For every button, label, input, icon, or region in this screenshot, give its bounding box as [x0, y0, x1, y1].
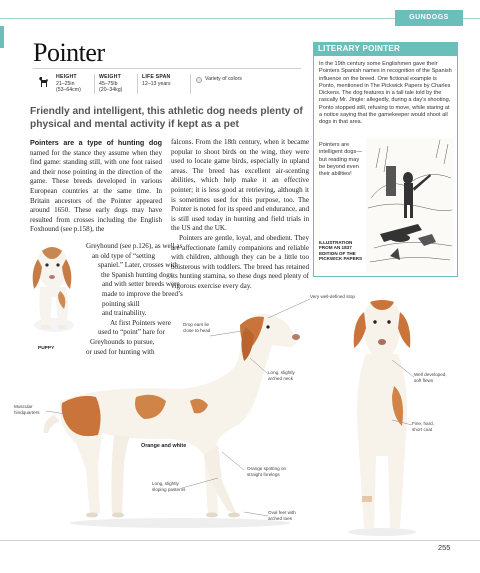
text-line: pointing skill [102, 299, 140, 308]
lead-bold: Pointers are a type of hunting dog [30, 138, 162, 147]
callout-head: Very well-defined stop [310, 294, 355, 299]
lifespan-stat: LIFE SPAN 12–13 years [142, 74, 171, 87]
text-line: and with setter breeds were [102, 280, 180, 289]
pointer-side-view-photo [40, 305, 310, 530]
callout-spotting: Orange spotting on straight forelegs [247, 466, 287, 477]
stat-divider [137, 74, 138, 94]
text-line: an old type of “setting [92, 251, 156, 260]
sidebar-heading: LITERARY POINTER [313, 42, 458, 56]
callout-neck: Long, slightly arched neck [268, 370, 295, 381]
text-line: spaniel.” Later, crosses with [98, 261, 178, 270]
callout-flews: Well developed, soft flews [414, 372, 447, 383]
callout-coat: Fine, hard, short coat [412, 421, 434, 432]
sidebar-text: In the 19th century some Englishmen gave their Pointers Spanish names in recognition of the Spanish influence on the breed. One fictional example is Ponto, mentioned in The Pickwick Papers by Charles Dickens. The dog features in a tall tale told by the rascally Mr. Jingle: allegedly, during a day’s shooting, Ponto stopped still, refusing to move, while staring at a notice saying that the gamekeeper would shoot all dogs in that area. [319, 61, 452, 126]
text-line: used to “point” hare for [98, 328, 165, 337]
margin-marker [0, 26, 4, 48]
title-rule [33, 68, 301, 69]
dog-silhouette-icon [38, 76, 49, 88]
height-stat: HEIGHT 21–25in (53–64cm) [56, 74, 81, 94]
section-tab: GUNDOGS [395, 10, 463, 26]
paragraph-2: falcons. From the 18th century, when it became popular to shoot birds on the wing, they were used to locate game birds, especially in upland areas. The breed has excellent air-scenting abilities, which help make it an effective pointer; it is less good at retrieving, although it is sometimes used for this purpose, too. The Pointer is noted for its speed and endurance, and is still used today in hunting and field trials in the US and the UK. [171, 138, 309, 233]
stat-divider [94, 74, 95, 94]
text-line: or used for hunting with [86, 347, 155, 356]
body-column-2 [171, 138, 309, 292]
coat-color-label: Orange and white [141, 443, 187, 449]
sidebar-text-2: Pointers are intelligent dogs—but reading may be beyond even their abilities! [319, 142, 362, 178]
text-line: Greyhounds to pursue, [90, 338, 155, 346]
text-line: made to improve the breed’s [102, 290, 183, 298]
text-line: and trainability. [102, 309, 147, 318]
paragraph-1: named for the stance they assume when they find game: standing still, with one foot raised and their nose pointing in the direction of the game. These breeds developed in various European countries at the same time. In Britain ancestors of the Pointer appeared around 1650. These early dogs may have resulted from crosses including the English Foxhound (see p.158), the [30, 148, 162, 234]
pointer-front-view-photo [336, 296, 428, 538]
paragraph-3: Pointers are gentle, loyal, and obedient. They are affectionate family companions and reliable with children, although they can be a little too boisterous with toddlers. The breed has retained its hunting stamina, so these dogs need plenty of vigorous exercise every day. [171, 233, 309, 290]
intro-text: Friendly and intelligent, this athletic dog needs plenty of physical and mental activity if kept as a pet [30, 106, 303, 130]
puppy-label: PUPPY [38, 346, 55, 351]
text-line: At first Pointers were [110, 318, 171, 327]
callout-pasterns: Long, slightly sloping pasterns [152, 481, 186, 492]
callout-hindquarters: Muscular hindquarters [14, 404, 40, 415]
text-line: the Spanish hunting dogs [101, 270, 173, 279]
callout-ears: Drop ears lie close to head [183, 322, 211, 333]
color-swatch [196, 77, 202, 83]
text-line: Greyhound (see p.126), as well as [86, 242, 183, 250]
bottom-rule [0, 540, 480, 541]
stat-divider [190, 74, 191, 94]
color-label: Variety of colors [205, 76, 242, 82]
callout-feet: Oval feet with arched toes [268, 510, 296, 521]
page-title: Pointer [33, 38, 105, 67]
body-column-1 [30, 138, 162, 235]
weight-stat: WEIGHT 45–75lb (20–34kg) [99, 74, 123, 94]
engraving-illustration [366, 138, 454, 272]
page-number: 255 [438, 543, 451, 552]
illustration-caption: ILLUSTRATION FROM AN 1837 EDITION OF THE PICKWICK PAPERS [319, 240, 363, 262]
